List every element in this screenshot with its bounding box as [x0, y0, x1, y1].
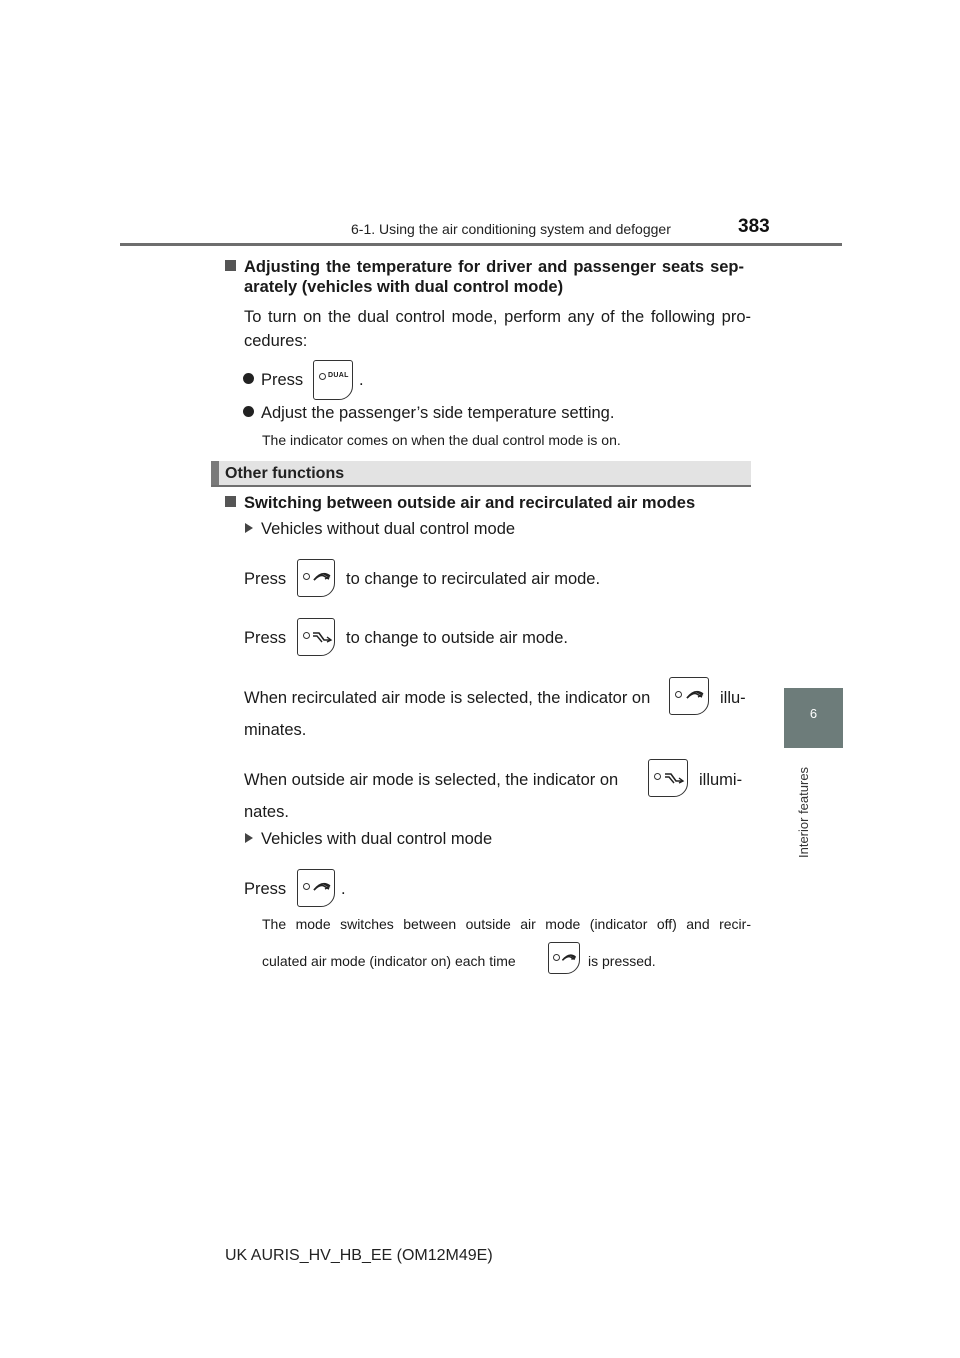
square-bullet-icon — [225, 260, 236, 271]
arrow-bullet-icon — [245, 833, 253, 843]
dual-button-icon — [313, 360, 353, 400]
press-recirc-pre: Press — [244, 570, 287, 588]
recirculate-button-icon — [297, 559, 335, 597]
outside-indicator-cont: nates. — [244, 803, 289, 821]
chapter-label: Interior features — [796, 766, 811, 858]
dual-intro-line1: To turn on the dual control mode, perform any of the following pro- — [244, 308, 751, 326]
chapter-number: 6 — [809, 706, 818, 721]
recirc-indicator-cont: minates. — [244, 721, 307, 739]
bullet-adjust-passenger: Adjust the passenger’s side temperature setting. — [243, 405, 614, 422]
bullet-press-dual-period: . — [359, 371, 364, 389]
section-band-underline — [211, 485, 751, 487]
outside-indicator-post: illumi- — [699, 771, 743, 789]
dual-note: The indicator comes on when the dual control mode is on. — [262, 432, 621, 448]
subhead-with-dual: Vehicles with dual control mode — [245, 831, 492, 848]
arrow-bullet-icon — [245, 523, 253, 533]
subhead-without-dual: Vehicles without dual control mode — [245, 521, 515, 538]
outside-air-button-icon — [297, 618, 335, 656]
press-recirc-post: to change to recirculated air mode. — [346, 570, 601, 588]
mode-note-line2: culated air mode (indicator on) each time — [262, 953, 516, 969]
dual-heading-line1: Adjusting the temperature for driver and passenger seats sep- — [225, 259, 744, 276]
round-bullet-icon — [243, 406, 254, 417]
recirculate-button-icon — [669, 677, 709, 715]
round-bullet-icon — [243, 373, 254, 384]
bullet-press-dual: Press — [243, 372, 303, 389]
press-dual-mode-post: . — [341, 880, 346, 898]
section-band-accent — [211, 461, 219, 487]
recirc-indicator-post: illu- — [720, 689, 746, 707]
press-outside-pre: Press — [244, 629, 287, 647]
section-band-title: Other functions — [225, 465, 345, 482]
recirculate-button-icon — [297, 869, 335, 907]
outside-indicator-text: When outside air mode is selected, the indicator on — [244, 771, 619, 789]
dual-intro-line2: cedures: — [244, 332, 308, 350]
dual-button-label: DUAL — [328, 372, 349, 379]
document-code: UK AURIS_HV_HB_EE (OM12M49E) — [225, 1247, 493, 1264]
square-bullet-icon — [225, 496, 236, 507]
recirc-indicator-text: When recirculated air mode is selected, the indicator on — [244, 689, 651, 707]
header-divider — [120, 243, 842, 246]
page-number: 383 — [738, 216, 770, 237]
air-mode-heading: Switching between outside air and recirculated air modes — [225, 495, 695, 512]
outside-air-button-icon — [648, 759, 688, 797]
dual-heading-line2: arately (vehicles with dual control mode) — [244, 278, 564, 296]
press-dual-mode-pre: Press — [244, 880, 287, 898]
recirculate-button-icon — [548, 942, 580, 974]
mode-note-line2-post: is pressed. — [588, 953, 656, 969]
mode-note-line1: The mode switches between outside air mode (indicator off) and recir- — [262, 916, 751, 932]
section-title: 6-1. Using the air conditioning system and defogger — [351, 221, 671, 237]
press-outside-post: to change to outside air mode. — [346, 629, 568, 647]
